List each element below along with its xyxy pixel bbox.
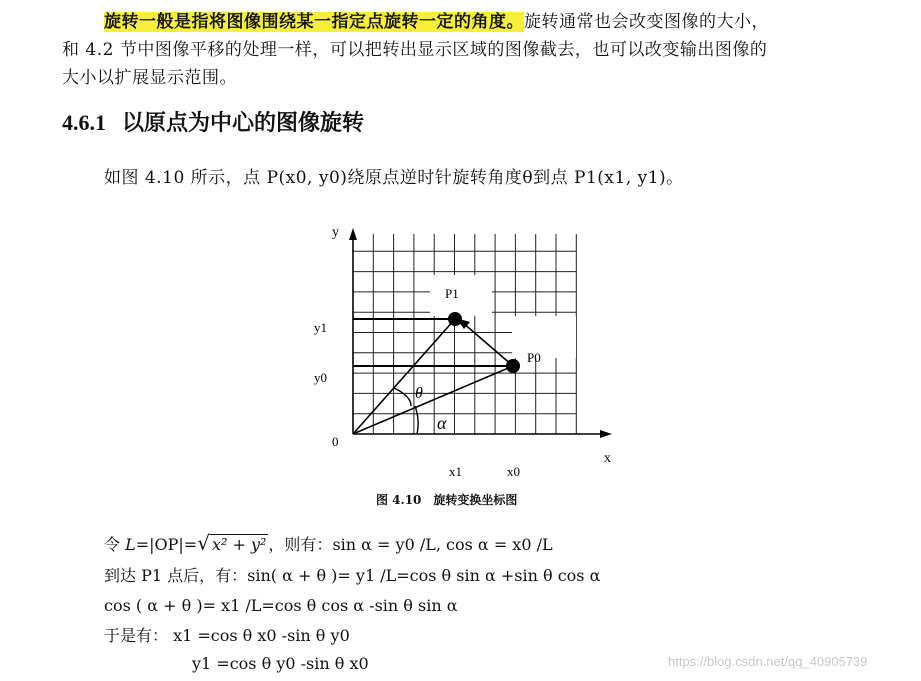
blank-region-p1 — [430, 275, 492, 316]
sqrt-symbol: √ — [197, 531, 210, 555]
axis-y-label: y — [332, 225, 339, 240]
eq1-tail: sin α = y0 /L, cos α = x0 /L — [332, 535, 553, 554]
paragraph-line-1-rest: 旋转通常也会改变图像的大小， — [524, 12, 769, 32]
vector-op0 — [353, 366, 513, 434]
eq1-L: L — [125, 535, 136, 554]
eq1-mid: =|OP|= — [135, 535, 198, 554]
x-axis-arrow — [600, 430, 612, 438]
rotation-figure — [300, 215, 630, 485]
alpha-label: α — [437, 413, 447, 433]
origin-label: 0 — [332, 434, 339, 449]
axis-x-label: x — [604, 451, 611, 466]
x0-label: x0 — [507, 464, 520, 479]
blank-region-p0 — [512, 316, 576, 358]
equation-2: 到达 P1 点后，有：sin( α + θ )= y1 /L=cos θ sin α +sin θ cos α — [104, 566, 601, 585]
x1-label: x1 — [449, 464, 462, 479]
equation-5: y1 =cos θ y0 -sin θ x0 — [192, 654, 369, 673]
point-p1-marker — [448, 312, 462, 326]
point-p0-marker — [506, 359, 520, 373]
section-heading — [62, 106, 364, 137]
theta-arc — [394, 388, 411, 406]
eq1-prefix: 令 — [104, 535, 126, 554]
y-axis-arrow — [349, 228, 357, 240]
intro-sentence: 如图 4.10 所示，点 P(x0, y0)绕原点逆时针旋转角度θ到点 P1(x1, y1)。 — [104, 168, 684, 188]
paragraph-line-2: 和 4.2 节中图像平移的处理一样，可以把转出显示区域的图像截去，也可以改变输出图像的 — [62, 40, 768, 60]
y1-label: y1 — [314, 320, 327, 335]
p0-label: P0 — [527, 350, 541, 365]
section-number: 4.6.1 — [62, 110, 106, 135]
theta-label: θ — [415, 385, 423, 402]
equation-4: 于是有： x1 =cos θ x0 -sin θ y0 — [104, 626, 350, 645]
equation-3: cos ( α + θ )= x1 /L=cos θ cos α -sin θ sin α — [104, 596, 458, 615]
section-title: 以原点为中心的图像旋转 — [122, 110, 365, 136]
paragraph-line-1 — [104, 10, 769, 34]
highlighted-definition: 旋转一般是指将图像围绕某一指定点旋转一定的角度。 — [104, 12, 524, 32]
y0-label: y0 — [314, 370, 327, 385]
paragraph-line-3: 大小以扩展显示范围。 — [62, 68, 237, 88]
eq1-radicand: x² + y² — [211, 535, 267, 554]
equation-1 — [104, 532, 553, 556]
rotation-arrow-line — [462, 322, 513, 366]
eq1-then: ，则有： — [268, 535, 333, 554]
figure-caption: 图 4.10 旋转变换坐标图 — [376, 493, 518, 507]
alpha-arc — [415, 406, 418, 434]
watermark-url: https://blog.csdn.net/qq_40905739 — [668, 654, 868, 669]
p1-label: P1 — [445, 286, 459, 301]
